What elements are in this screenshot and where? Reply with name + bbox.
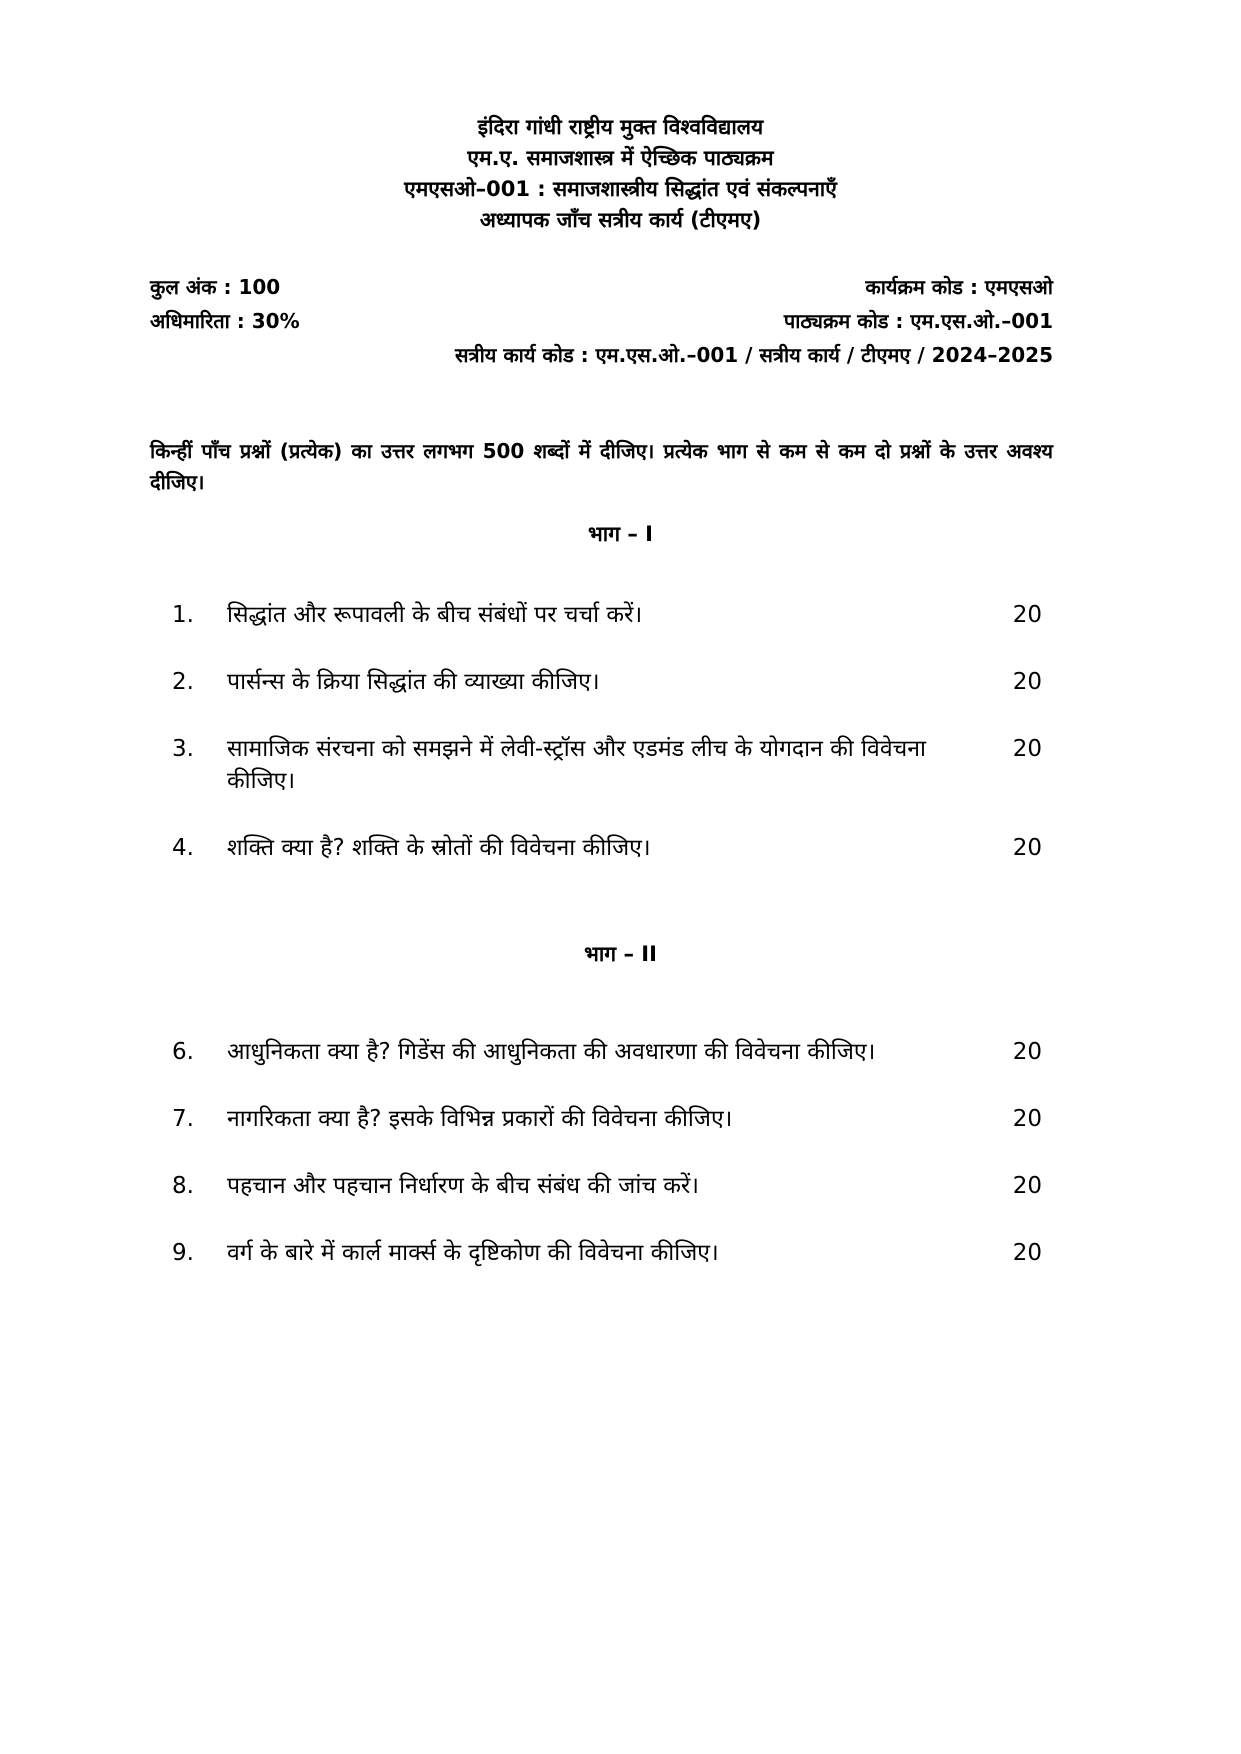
assignment-type: अध्यापक जाँच सत्रीय कार्य (टीएमए) (479, 208, 762, 232)
question-text: शक्ति क्या है? शक्ति के स्रोतों की विवेचना कीजिए। (227, 835, 651, 861)
instructions: किन्हीं पाँच प्रश्नों (प्रत्येक) का उत्तर लगभग 500 शब्दों में दीजिए। प्रत्येक भाग से कम से कम दो प्रश्नों के उत्तर अवश्य दीजिए। (150, 439, 1053, 494)
question-number: 1. (172, 602, 194, 628)
section-2-heading: भाग – II (584, 942, 657, 966)
course-title: एमएसओ–001 : समाजशास्त्रीय सिद्धांत एवं संकल्पनाएँ (404, 177, 837, 201)
document-header (0, 112, 1241, 236)
question-text: पहचान और पहचान निर्धारण के बीच संबंध की जांच करें। (227, 1173, 700, 1199)
question-text: सिद्धांत और रूपावली के बीच संबंधों पर चर्चा करें। (227, 602, 643, 628)
question-text: सामाजिक संरचना को समझने में लेवी-स्ट्रॉस और एडमंड लीच के योगदान की विवेचना कीजिए। (227, 736, 926, 794)
question-text: नागरिकता क्या है? इसके विभिन्न प्रकारों की विवेचना कीजिए। (227, 1106, 733, 1132)
assignment-code: सत्रीय कार्य कोड : एम.एस.ओ.–001 / सत्रीय कार्य / टीएमए / 2024–2025 (455, 343, 1053, 367)
question-number: 2. (172, 669, 194, 695)
question-marks: 20 (1012, 1240, 1042, 1266)
question-text: आधुनिकता क्या है? गिडेंस की आधुनिकता की अवधारणा की विवेचना कीजिए। (227, 1039, 876, 1065)
question-marks: 20 (1012, 1173, 1042, 1199)
question-number: 6. (172, 1039, 194, 1065)
total-marks: कुल अंक : 100 (150, 275, 281, 299)
programme-title: एम.ए. समाजशास्त्र में ऐच्छिक पाठ्यक्रम (467, 146, 774, 170)
question-marks: 20 (1012, 602, 1042, 628)
programme-code: कार्यक्रम कोड : एमएसओ (865, 275, 1053, 299)
question-text: पार्सन्स के क्रिया सिद्धांत की व्याख्या कीजिए। (227, 669, 600, 695)
question-number: 9. (172, 1240, 194, 1266)
question-number: 7. (172, 1106, 194, 1132)
question-marks: 20 (1012, 736, 1042, 762)
weightage: अधिमारिता : 30% (150, 309, 300, 333)
question-number: 3. (172, 736, 194, 762)
question-number: 4. (172, 835, 194, 861)
question-marks: 20 (1012, 1106, 1042, 1132)
question-text: वर्ग के बारे में कार्ल मार्क्स के दृष्टिकोण की विवेचना कीजिए। (227, 1240, 719, 1266)
question-marks: 20 (1012, 669, 1042, 695)
course-code: पाठ्यक्रम कोड : एम.एस.ओ.–001 (783, 309, 1053, 333)
university-name: इंदिरा गांधी राष्ट्रीय मुक्त विश्वविद्यालय (477, 115, 764, 139)
question-marks: 20 (1012, 835, 1042, 861)
question-number: 8. (172, 1173, 194, 1199)
section-1-heading: भाग – I (588, 522, 653, 546)
question-marks: 20 (1012, 1039, 1042, 1065)
